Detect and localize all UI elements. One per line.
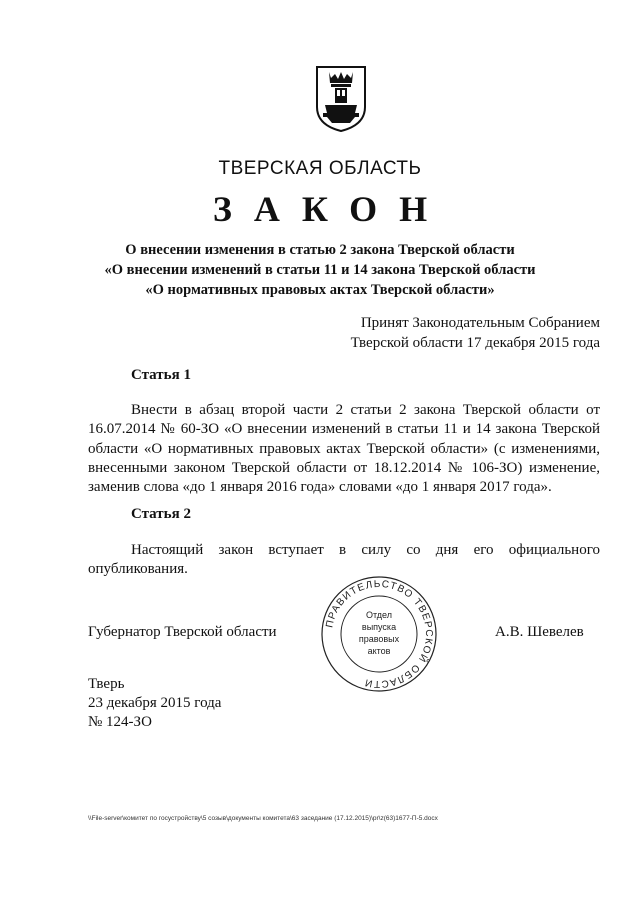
subject-line-2: «О внесении изменений в статьи 11 и 14 закона Тверской области (104, 262, 536, 278)
article-1-heading: Статья 1 (131, 367, 191, 383)
city: Тверь (88, 676, 125, 692)
subject-line-3: «О нормативных правовых актах Тверской области» (145, 282, 495, 298)
stamp-line-1: Отдел (365, 610, 393, 620)
stamp-outer-text: ПРАВИТЕЛЬСТВО ТВЕРСКОЙ ОБЛАСТИ (324, 578, 435, 690)
stamp-line-4: актов (367, 646, 391, 656)
article-1-text: Внести в абзац второй части 2 статьи 2 закона Тверской области от 16.07.2014 № 60-ЗО «О внесении изменений в статьи 11 и 14 закона Тверской области «О нормативных правовых актах Тверской области» (с изменениями, внесенными законом Тверской области от 18.12.2014 № 106-ЗО) изменение, заменив слова «до 1 января 2016 года» словами «до 1 января 2017 года». (88, 402, 600, 496)
signatory-name: А.В. Шевелев (495, 624, 584, 640)
adoption-line-1: Принят Законодательным Собранием (360, 315, 600, 331)
document-type-title: ЗАКОН (212, 189, 450, 229)
signatory-position: Губернатор Тверской области (88, 624, 277, 640)
article-2-heading: Статья 2 (131, 506, 191, 522)
subject-line-1: О внесении изменения в статью 2 закона Тверской области (125, 242, 515, 258)
law-number: № 124-ЗО (88, 714, 152, 730)
stamp-line-2: выпуска (361, 622, 397, 632)
official-stamp (319, 574, 439, 694)
signing-date: 23 декабря 2015 года (88, 695, 222, 711)
adoption-note (351, 313, 600, 353)
region-title: ТВЕРСКАЯ ОБЛАСТЬ (218, 158, 422, 179)
law-subject (60, 240, 580, 300)
adoption-line-2: Тверской области 17 декабря 2015 года (350, 335, 600, 351)
article-2-text: Настоящий закон вступает в силу со дня его официального опубликования. (88, 542, 600, 578)
coat-of-arms-icon (315, 63, 367, 133)
file-path-footer: \\File-server\комитет по госустройству\5 созыв\документы комитета\63 заседание (17.12.2015)\pr\z(63)1677-П-5.docx (88, 815, 438, 822)
stamp-line-3: правовых (358, 634, 400, 644)
place-and-date (88, 675, 221, 732)
